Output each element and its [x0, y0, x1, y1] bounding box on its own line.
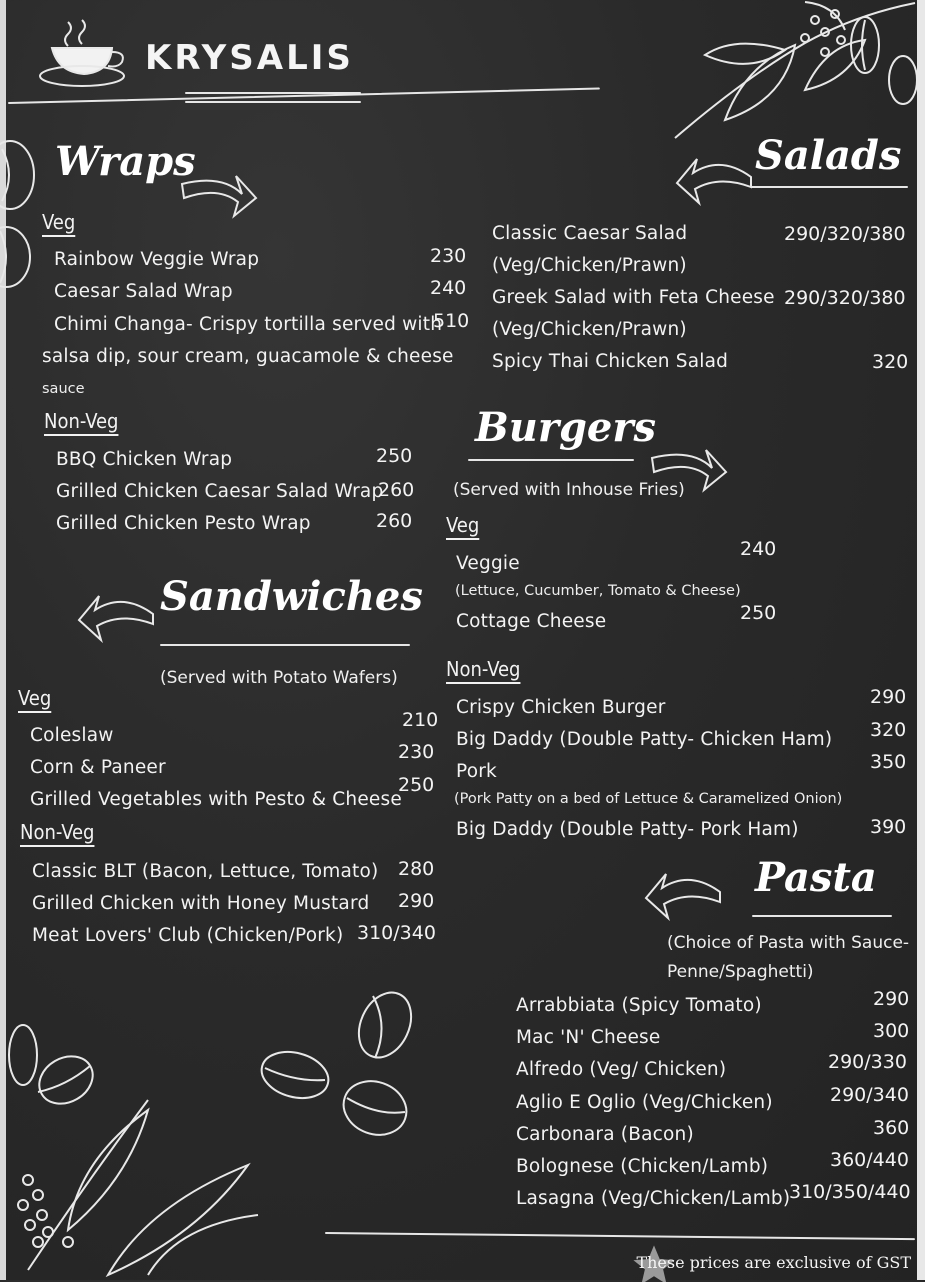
burgers-item-name: Crispy Chicken Burger: [456, 697, 666, 718]
salads-item-note: (Veg/Chicken/Prawn): [492, 255, 687, 276]
sandwiches-item-name: Corn & Paneer: [30, 757, 166, 778]
pasta-title: Pasta: [755, 854, 877, 901]
pasta-item-price: 360/440: [830, 1149, 909, 1171]
burgers-underline: [468, 459, 634, 461]
sandwiches-item-name: Grilled Vegetables with Pesto & Cheese: [30, 789, 402, 810]
burgers-item-price: 350: [870, 751, 907, 773]
pasta-note: Penne/Spaghetti): [667, 962, 814, 982]
burgers-item-desc: (Lettuce, Cucumber, Tomato & Cheese): [455, 583, 741, 599]
burgers-item-price: 290: [870, 686, 907, 708]
burgers-item-price: 390: [870, 816, 907, 838]
salads-item-price: 290/320/380: [784, 223, 906, 245]
pasta-item-name: Arrabbiata (Spicy Tomato): [516, 995, 762, 1016]
wraps-item-price: 510: [433, 310, 470, 332]
burgers-item-desc: (Pork Patty on a bed of Lettuce & Caramelized Onion): [454, 791, 843, 807]
pasta-item-price: 310/350/440: [789, 1181, 911, 1203]
leaf-branch-icon: [665, 0, 920, 140]
wraps-item-name: BBQ Chicken Wrap: [56, 449, 233, 470]
sandwiches-item-price: 210: [402, 709, 439, 731]
burgers-note: (Served with Inhouse Fries): [453, 480, 685, 500]
coffee-bean-icon: [255, 990, 425, 1145]
sandwiches-nonveg-label: Non-Veg: [20, 820, 95, 844]
wraps-item-price: 260: [376, 510, 413, 532]
salads-item-price: 290/320/380: [784, 287, 906, 309]
burgers-item-name: Pork: [456, 761, 497, 782]
sandwiches-title: Sandwiches: [160, 573, 423, 620]
pasta-item-price: 300: [873, 1020, 910, 1042]
burgers-title: Burgers: [475, 404, 656, 451]
pasta-item-name: Alfredo (Veg/ Chicken): [516, 1059, 727, 1080]
sandwiches-item-name: Meat Lovers' Club (Chicken/Pork): [32, 925, 344, 946]
sandwiches-veg-label: Veg: [18, 686, 52, 710]
salads-title: Salads: [755, 132, 902, 179]
pasta-underline: [752, 915, 892, 917]
wraps-item-name: Grilled Chicken Pesto Wrap: [56, 513, 311, 534]
sandwiches-item-name: Coleslaw: [30, 725, 114, 746]
wraps-title: Wraps: [55, 138, 196, 185]
footer-divider: [325, 1232, 915, 1240]
salads-underline: [750, 186, 908, 188]
wraps-item-name: Chimi Changa- Crispy tortilla served with: [54, 314, 443, 335]
wraps-item-desc: salsa dip, sour cream, guacamole & cheese: [42, 346, 454, 367]
burgers-veg-label: Veg: [446, 513, 480, 537]
salads-item-name: Spicy Thai Chicken Salad: [492, 351, 729, 372]
curved-arrow-icon: [75, 592, 155, 642]
wraps-item-name: Grilled Chicken Caesar Salad Wrap: [56, 481, 384, 502]
pasta-item-name: Bolognese (Chicken/Lamb): [516, 1156, 769, 1177]
pasta-item-name: Carbonara (Bacon): [516, 1124, 694, 1145]
wraps-item-price: 240: [430, 277, 467, 299]
sandwiches-underline: [160, 644, 410, 646]
sandwiches-item-price: 280: [398, 858, 435, 880]
sandwiches-item-price: 230: [398, 741, 435, 763]
pasta-item-name: Aglio E Oglio (Veg/Chicken): [516, 1092, 773, 1113]
burgers-item-price: 320: [870, 719, 907, 741]
curved-arrow-icon: [642, 870, 722, 920]
pasta-item-price: 290/340: [830, 1084, 909, 1106]
burgers-nonveg-label: Non-Veg: [446, 657, 521, 681]
burgers-item-name: Veggie: [456, 553, 520, 574]
pasta-item-name: Lasagna (Veg/Chicken/Lamb): [516, 1188, 791, 1209]
sandwiches-note: (Served with Potato Wafers): [160, 668, 398, 688]
burgers-item-name: Big Daddy (Double Patty- Pork Ham): [456, 819, 799, 840]
wraps-nonveg-label: Non-Veg: [44, 409, 119, 433]
wraps-item-price: 230: [430, 245, 467, 267]
wraps-veg-label: Veg: [42, 210, 76, 234]
salads-item-name: Greek Salad with Feta Cheese: [492, 287, 775, 308]
burgers-item-name: Cottage Cheese: [456, 611, 607, 632]
wraps-item-name: Caesar Salad Wrap: [54, 281, 233, 302]
burgers-item-price: 240: [740, 538, 777, 560]
pasta-item-name: Mac 'N' Cheese: [516, 1027, 661, 1048]
sandwiches-item-name: Classic BLT (Bacon, Lettuce, Tomato): [32, 861, 379, 882]
sandwiches-item-price: 310/340: [357, 922, 436, 944]
sandwiches-item-price: 250: [398, 774, 435, 796]
brand-name: KRYSALIS: [145, 38, 354, 78]
wraps-item-desc: sauce: [42, 381, 85, 397]
pasta-item-price: 290: [873, 988, 910, 1010]
salads-item-price: 320: [872, 351, 909, 373]
salads-item-note: (Veg/Chicken/Prawn): [492, 319, 687, 340]
sandwiches-item-price: 290: [398, 890, 435, 912]
wraps-item-price: 260: [378, 479, 415, 501]
leaf-branch-icon: [8, 1020, 268, 1275]
brand-underline-2: [185, 101, 361, 103]
coffee-cup-icon: [38, 18, 130, 90]
salads-item-name: Classic Caesar Salad: [492, 223, 688, 244]
right-border: [917, 0, 925, 1280]
wraps-item-price: 250: [376, 445, 413, 467]
pasta-note: (Choice of Pasta with Sauce-: [667, 933, 910, 953]
gst-footer-note: These prices are exclusive of GST: [636, 1253, 911, 1272]
pasta-item-price: 360: [873, 1117, 910, 1139]
sandwiches-item-name: Grilled Chicken with Honey Mustard: [32, 893, 370, 914]
curved-arrow-icon: [675, 155, 753, 205]
wraps-item-name: Rainbow Veggie Wrap: [54, 249, 260, 270]
pasta-item-price: 290/330: [828, 1051, 907, 1073]
curved-arrow-icon: [180, 168, 260, 220]
burgers-item-price: 250: [740, 602, 777, 624]
burgers-item-name: Big Daddy (Double Patty- Chicken Ham): [456, 729, 833, 750]
coffee-bean-icon: [0, 135, 40, 295]
